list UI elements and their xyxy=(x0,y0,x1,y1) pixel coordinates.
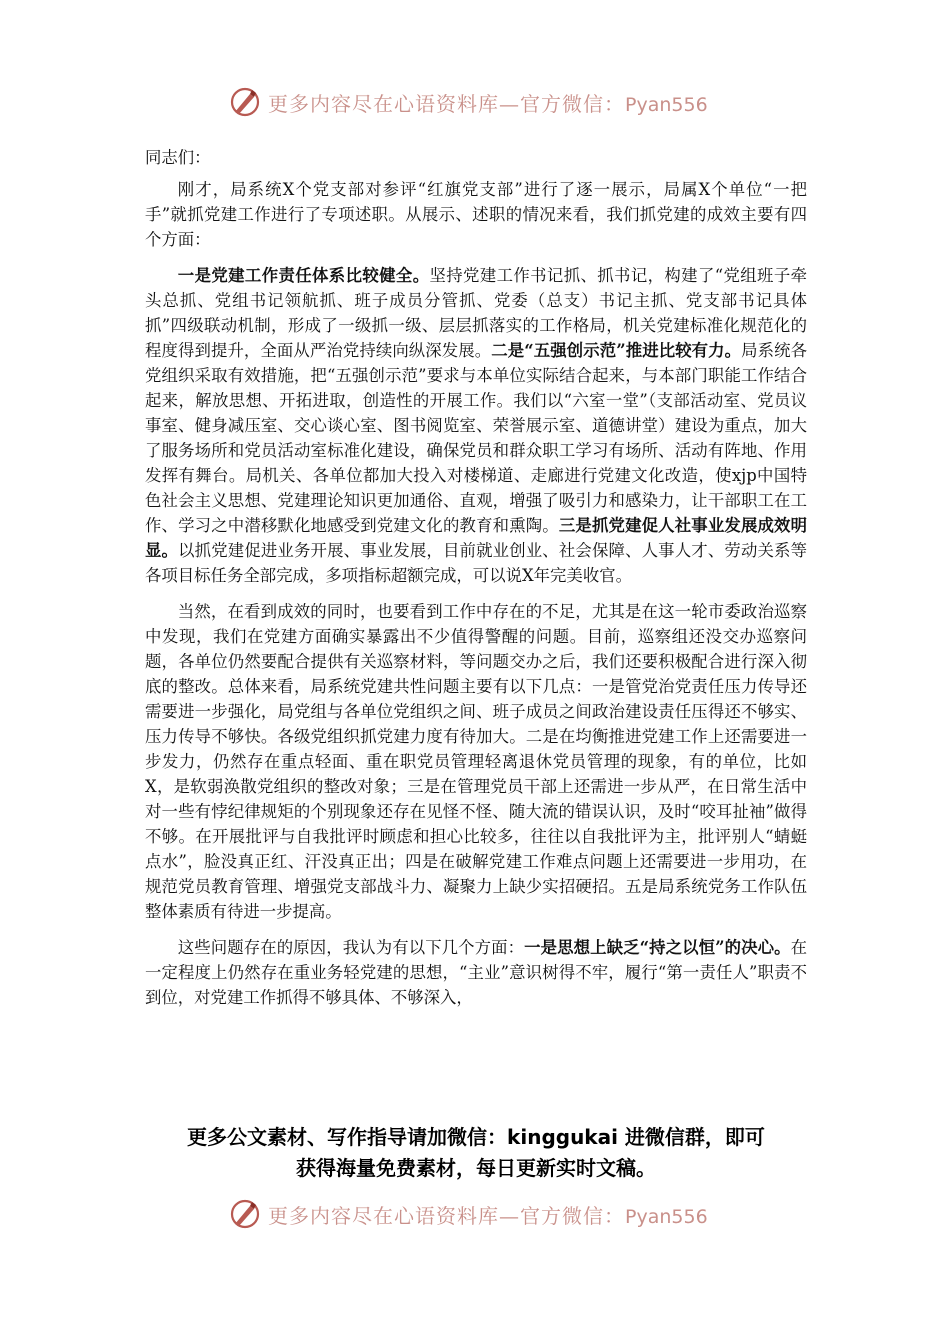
salutation: 同志们： xyxy=(145,148,211,167)
promo-notice xyxy=(140,1122,812,1184)
point-text-3: 以抓党建促进业务开展、事业发展，目前就业创业、社会保障、人事人才、劳动关系等各项目标任务全部完成，多项指标超额完成，可以说X年完美收官。 xyxy=(145,541,807,585)
pen-circle-logo-icon xyxy=(228,85,262,119)
banner-text: 更多内容尽在心语资料库—官方微信：Pyan556 xyxy=(268,91,708,116)
point-heading-3: 三是抓党建促人社事业发展成效明显。 xyxy=(145,516,808,560)
paragraph-achievements xyxy=(145,263,807,588)
cause-heading-1: 一是思想上缺乏“持之以恒”的决心。 xyxy=(524,938,791,957)
point-heading-2: 二是“五强创示范”推进比较有力。 xyxy=(491,341,742,360)
point-heading-1: 一是党建工作责任体系比较健全。 xyxy=(177,266,430,285)
cause-text-1: 在一定程度上仍然存在重业务轻党建的思想，“主业”意识树得不牢，履行“第一责任人”职责不到位，对党建工作抓得不够具体、不够深入， xyxy=(145,938,808,1007)
paragraph-causes xyxy=(145,935,807,1010)
point-text-1: 坚持党建工作书记抓、抓书记，构建了“党组班子牵头总抓、党组书记领航抓、班子成员分管抓、党委（总支）书记主抓、党支部书记具体抓”四级联动机制，形成了一级抓一级、层层抓落实的工作格局，机关党建标准化规范化的程度得到提升，全面从严治党持续向纵深发展。 xyxy=(145,266,807,360)
banner-text: 更多内容尽在心语资料库—官方微信：Pyan556 xyxy=(268,1203,708,1228)
pen-circle-logo-icon xyxy=(228,1197,262,1231)
paragraph-problems: 当然，在看到成效的同时，也要看到工作中存在的不足，尤其是在这一轮市委政治巡察中发现，我们在党建方面确实暴露出不少值得警醒的问题。目前，巡察组还没交办巡察问题，各单位仍然要配合提供有关巡察材料，等问题交办之后，我们还要积极配合进行深入彻底的整改。总体来看，局系统党建共性问题主要有以下几点：一是管党治党责任压力传导还需要进一步强化，局党组与各单位党组织之间、班子成员之间政治建设责任压得还不够实、压力传导不够快。各级党组织抓党建力度有待加大。二是在均衡推进党建工作上还需要进一步发力，仍然存在重点轻面、重在职党员管理轻离退休党员管理的现象，有的单位，比如X，是软弱涣散党组织的整改对象；三是在管理党员干部上还需进一步从严，在日常生活中对一些有悖纪律规矩的个别现象还存在见怪不怪、随大流的错误认识，及时“咬耳扯袖”做得不够。在开展批评与自我批评时顾虑和担心比较多，往往以自我批评为主，批评别人“蜻蜓点水”，脸没真正红、汗没真正出；四是在破解党建工作难点问题上还需要进一步用功，在规范党员教育管理、增强党支部战斗力、凝聚力上缺少实招硬招。五是局系统党务工作队伍整体素质有待进一步提高。 xyxy=(145,602,807,921)
point-text-2: 局系统各党组织采取有效措施，把“五强创示范”要求与本单位实际结合起来，与本部门职能工作结合起来，解放思想、开拓进取，创造性的开展工作。我们以“六室一堂”（支部活动室、党员议事室、健身减压室、交心谈心室、图书阅览室、荣誉展示室、道德讲堂）建设为重点，加大了服务场所和党员活动室标准化建设，确保党员和群众职工学习有场所、活动有阵地、作用发挥有舞台。局机关、各单位都加大投入对楼梯道、走廊进行党建文化改造，使xjp中国特色社会主义思想、党建理论知识更加通俗、直观，增强了吸引力和感染力，让干部职工在工作、学习之中潜移默化地感受到党建文化的教育和熏陶。 xyxy=(145,341,808,535)
header-watermark-banner xyxy=(228,84,718,120)
document-body xyxy=(145,145,807,1021)
causes-intro-text: 这些问题存在的原因，我认为有以下几个方面： xyxy=(177,938,525,957)
footer-watermark-banner xyxy=(228,1196,718,1232)
paragraph-intro: 刚才，局系统X个党支部对参评“红旗党支部”进行了逐一展示，局属X个单位“一把手”就抓党建工作进行了专项述职。从展示、述职的情况来看，我们抓党建的成效主要有四个方面： xyxy=(145,180,807,249)
promo-line-2: 获得海量免费素材，每日更新实时文稿。 xyxy=(296,1156,656,1180)
promo-line-1: 更多公文素材、写作指导请加微信：kinggukai 进微信群，即可 xyxy=(187,1125,765,1149)
